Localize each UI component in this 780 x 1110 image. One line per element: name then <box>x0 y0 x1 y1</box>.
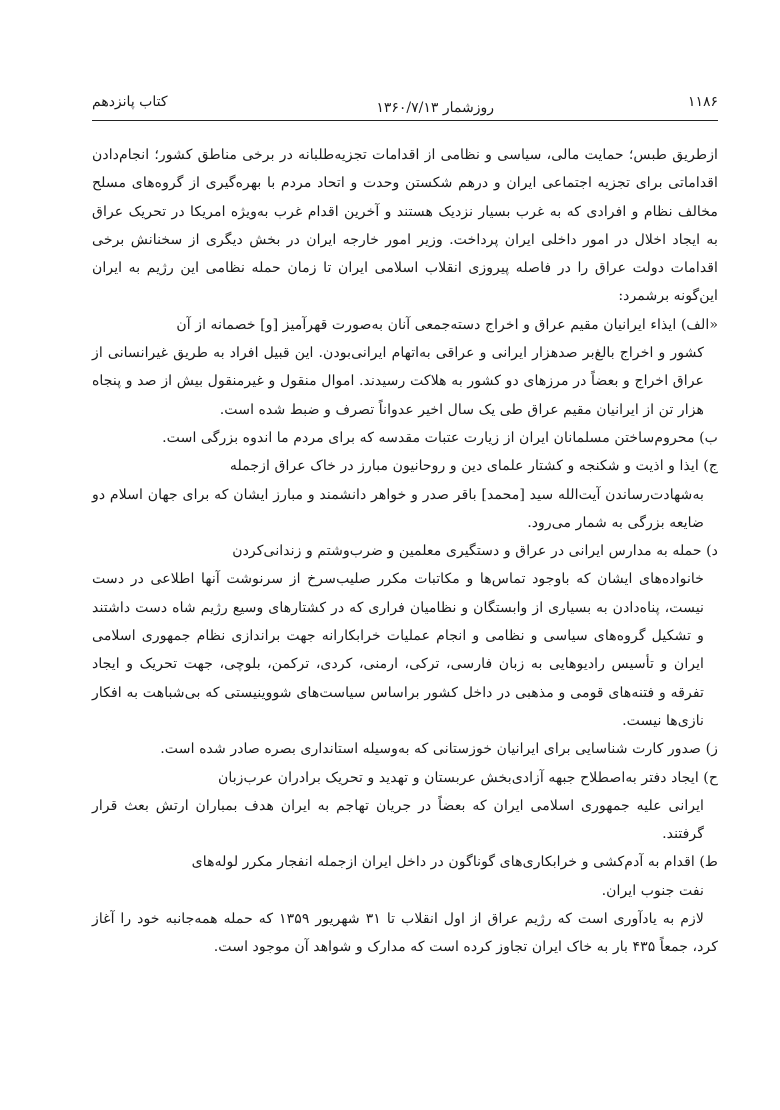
list-item-alef <box>92 311 718 424</box>
body-text <box>92 141 718 962</box>
list-item-ze <box>92 735 718 763</box>
list-item-first-line: ب) محروم‌ساختن مسلمانان ایران از زیارت عتبات مقدسه که برای مردم ما اندوه بزرگی است. <box>162 429 718 446</box>
intro-paragraph: ازطریق طبس؛ حمایت مالی، سیاسی و نظامی از اقدامات تجزیه‌طلبانه در برخی مناطق کشور؛ انجام‌دادن اقداماتی برای تجزیه اجتماعی ایران و درهم شکستن وحدت و اتحاد مردم با بهره‌گیری از گروه‌های مسلح مخالف نظام و افرادی که به غرب بسیار نزدیک هستند و آخرین اقدام غرب به‌ویژه امریکا در تحریک عراق به ایجاد اخلال در امور داخلی ایران پرداخت. وزیر امور خارجه ایران در بخش دیگری از سخنانش برخی اقدامات دولت عراق را در فاصله پیروزی انقلاب اسلامی ایران تا زمان حمله نظامی این رژیم به ایران این‌گونه برشمرد: <box>92 147 718 305</box>
page-header <box>92 90 718 121</box>
list-item-jim <box>92 452 718 537</box>
list-item-continuation: به‌شهادت‌رساندن آیت‌الله سید [محمد] باقر صدر و خواهر دانشمند و مبارز ایشان که برای جهان اسلام دو ضایعه بزرگی به شمار می‌رود. <box>92 486 704 531</box>
document-page <box>92 90 718 962</box>
page-number: ۱۱۸۶ <box>687 94 718 110</box>
list-item-first-line: «الف) ایذاء ایرانیان مقیم عراق و اخراج دسته‌جمعی آنان به‌صورت قهرآمیز [و] خصمانه از آن <box>176 316 718 333</box>
list-item-first-line: ح) ایجاد دفتر به‌اصطلاح جبهه آزادی‌بخش عربستان و تهدید و تحریک برادران عرب‌زبان <box>217 769 718 786</box>
list-item-first-line: ط) اقدام به آدم‌کشی و خرابکاری‌های گوناگون در داخل ایران ازجمله انفجار مکرر لوله‌های <box>191 854 718 871</box>
list-item-first-line: ز) صدور کارت شناسایی برای ایرانیان خوزستانی که به‌وسیله استانداری بصره صادر شده است. <box>160 741 718 758</box>
journal-date: روزشمار ۱۳۶۰/۷/۱۳ <box>372 100 498 116</box>
list-item-continuation: نفت جنوب ایران. <box>601 882 704 899</box>
list-item-first-line: د) حمله به مدارس ایرانی در عراق و دستگیری معلمین و ضرب‌وشتم و زندانی‌کردن <box>232 543 718 560</box>
list-item-ta <box>92 848 718 905</box>
list-item-continuation: خانواده‌های ایشان که باوجود تماس‌ها و مکاتبات مکرر صلیب‌سرخ از سرنوشت آنها اطلاعی در دست نیست، پناه‌دادن به بسیاری از وابستگان و نظامیان فراری که در کشتارهای وسیع رژیم شاه دست داشتند و تشکیل گروه‌های سیاسی و نظامی و انجام عملیات خرابکارانه جهت براندازی نظام جمهوری اسلامی ایران و تأسیس رادیوهایی به زبان فارسی، ترکی، ارمنی، کردی، ترکمن، بلوچی، جهت تحریک و ایجاد تفرقه و فتنه‌های قومی و مذهبی در داخل کشور براساس سیاست‌های شووینیستی که بی‌شباهت به افکار نازی‌ها نیست. <box>92 571 704 729</box>
list-item-continuation: کشور و اخراج بالغ‌بر صدهزار ایرانی و عراقی به‌اتهام ایرانی‌بودن. این قبیل افراد به طریق غیرانسانی از عراق اخراج و بعضاً در مرزهای دو کشور به هلاکت رسیدند. اموال منقول و غیرمنقول بیش از صد و پنجاه هزار تن از ایرانیان مقیم عراق طی یک سال اخیر عدواناً تصرف و ضبط شده است. <box>92 345 704 418</box>
book-title: کتاب پانزدهم <box>92 94 168 110</box>
closing-paragraph: لازم به یادآوری است که رژیم عراق از اول انقلاب تا ۳۱ شهریور ۱۳۵۹ که حمله همه‌جانبه خود را آغاز کرد، جمعاً ۴۳۵ بار به خاک ایران تجاوز کرده است که مدارک و شواهد آن موجود است. <box>92 911 718 956</box>
list-item-be <box>92 424 718 452</box>
list-item-first-line: ج) ایذا و اذیت و شکنجه و کشتار علمای دین و روحانیون مبارز در خاک عراق ازجمله <box>229 458 718 475</box>
list-item-he <box>92 764 718 849</box>
list-item-dal <box>92 537 718 735</box>
list-item-continuation: ایرانی علیه جمهوری اسلامی ایران که بعضاً در جریان تهاجم به ایران هدف بمباران ارتش بعث قرار گرفتند. <box>92 797 704 843</box>
